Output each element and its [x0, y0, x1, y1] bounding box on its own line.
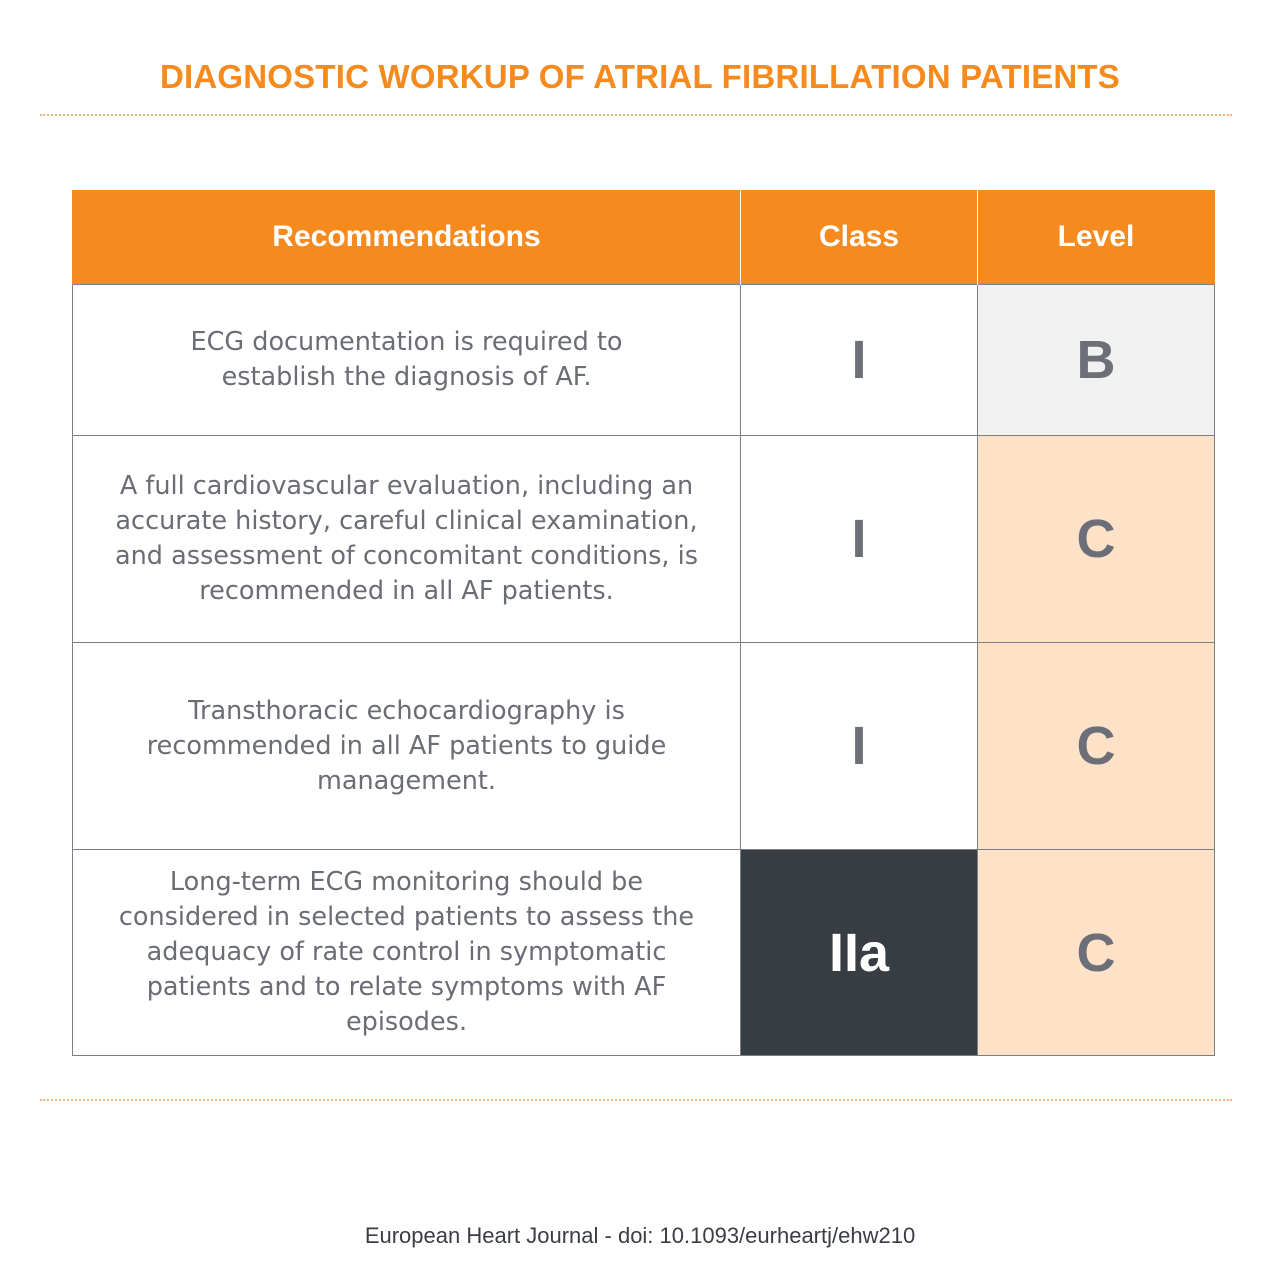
recommendation-text [73, 850, 741, 1056]
class-cell: I [741, 643, 978, 850]
class-cell: I [741, 285, 978, 436]
recommendation-text-content: ECG documentation is required to establish the diagnosis of AF. [190, 327, 623, 392]
recommendation-text-content: A full cardiovascular evaluation, including an accurate history, careful clinical examination, and assessment of concomitant conditions, is recommended in all AF patients. [114, 471, 698, 606]
table-row [73, 436, 1215, 643]
table-row [73, 285, 1215, 436]
header-class: Class [741, 190, 978, 285]
recommendation-text-content: Transthoracic echocardiography is recommended in all AF patients to guide management. [146, 695, 667, 796]
recommendation-text [73, 285, 741, 436]
class-cell: I [741, 436, 978, 643]
level-cell: C [978, 850, 1215, 1056]
recommendation-text [73, 436, 741, 643]
level-cell: B [978, 285, 1215, 436]
table-row [73, 850, 1215, 1056]
citation-footer: European Heart Journal - doi: 10.1093/eurheartj/ehw210 [364, 1223, 916, 1248]
recommendations-table [72, 190, 1215, 1056]
class-cell: IIa [741, 850, 978, 1056]
table-row [73, 643, 1215, 850]
level-cell: C [978, 643, 1215, 850]
top-dotted-divider [40, 114, 1232, 116]
page-title: DIAGNOSTIC WORKUP OF ATRIAL FIBRILLATION PATIENTS [159, 58, 1121, 95]
table-header-row [73, 190, 1215, 285]
level-cell: C [978, 436, 1215, 643]
header-level: Level [978, 190, 1215, 285]
recommendation-text-content: Long-term ECG monitoring should be considered in selected patients to assess the adequacy of rate control in symptomatic patients and to relate symptoms with AF episodes. [118, 867, 695, 1037]
recommendation-text [73, 643, 741, 850]
bottom-dotted-divider [40, 1099, 1232, 1101]
header-recommendations: Recommendations [73, 190, 741, 285]
